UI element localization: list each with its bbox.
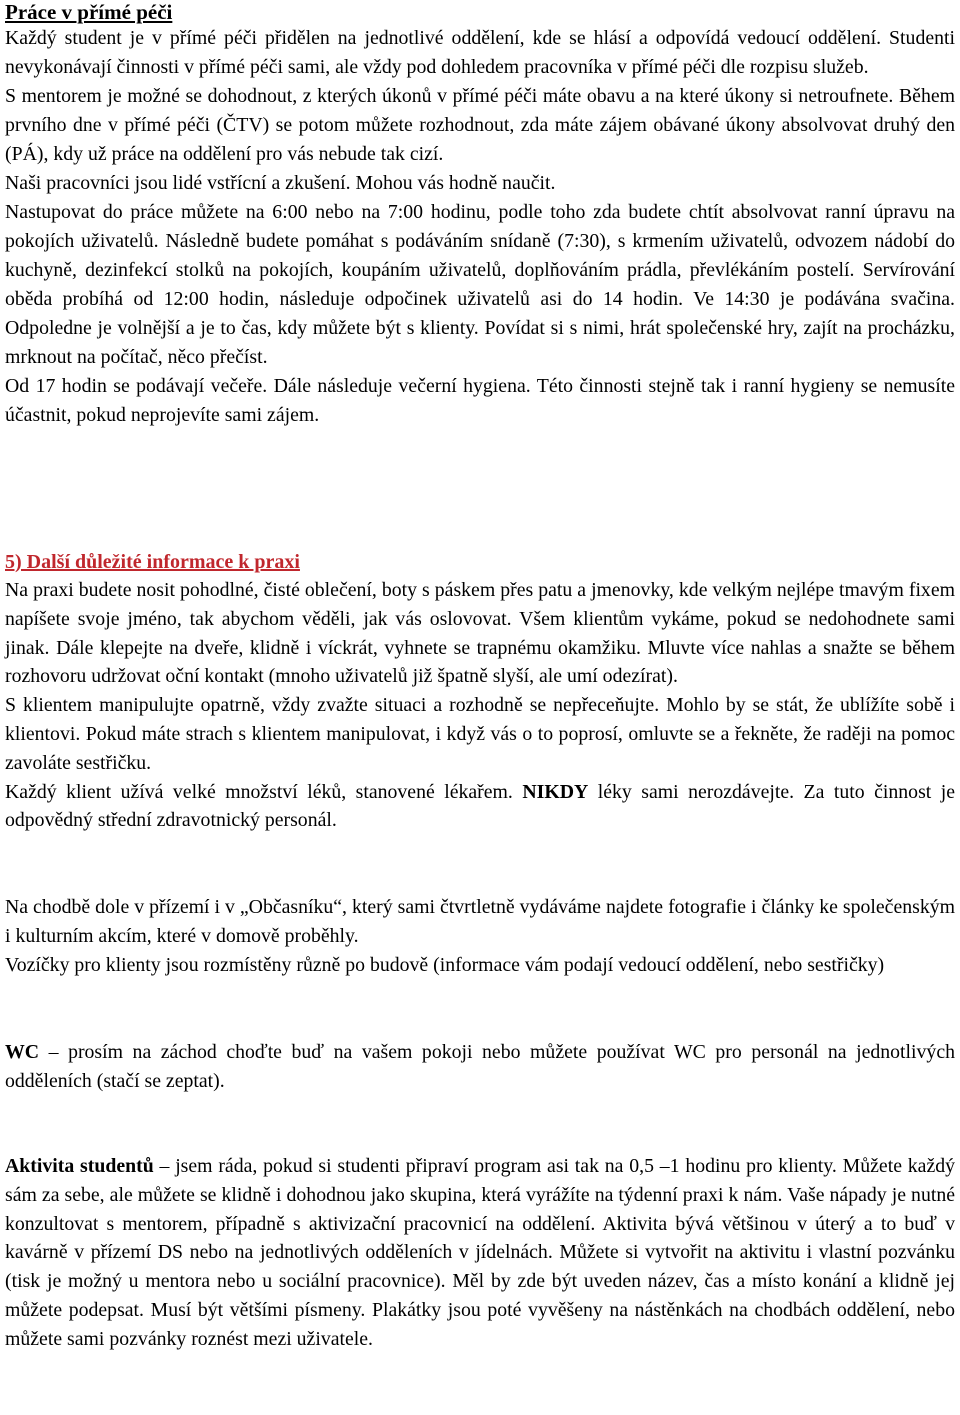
section-title-direct-care: Práce v přímé péči	[5, 0, 173, 24]
paragraph-wc	[5, 1038, 955, 1096]
activity-text: – jsem ráda, pokud si studenti připraví program asi tak na 0,5 –1 hodinu pro klienty. Můžete každý sám za sebe, ale můžete se klidně i dohodnou jako skupina, která vyrážíte na týdenní praxi k nám. Vaše nápady je nutné konzultovat s mentorem, případně s aktivizační pracovnicí na oddělení. Aktivita bývá většinou v úterý a to buď v kavárně v přízemí DS nebo na jednotlivých odděleních v jídelnách. Můžete si vytvořit na aktivitu i vlastní pozvánku (tisk je možný u mentora nebo u sociální pracovnice). Měl by zde být uveden název, čas a místo konání a klidně jej můžete podepsat. Musí být většími písmeny. Plakátky jsou poté vyvěšeny na nástěnkách na chodbách oddělení, nebo můžete sami pozvánky roznést mezi uživatele.	[5, 1155, 956, 1350]
paragraph: Naši pracovníci jsou lidé vstřícní a zkušení. Mohou vás hodně naučit.	[5, 172, 556, 194]
paragraph: S mentorem je možné se dohodnout, z kterých úkonů v přímé péči máte obavu a na které úkony si netroufnete. Během prvního dne v přímé péči (ČTV) se potom můžete rozhodnout, zda máte zájem obávané úkony absolvovat druhý den (PÁ), kdy už práce na oddělení pro vás nebude tak cizí.	[5, 85, 955, 165]
paragraph: S klientem manipulujte opatrně, vždy zvažte situaci a rozhodně se nepřeceňujte. Mohlo by se stát, že ublížíte sobě i klientovi. Pokud máte strach s klientem manipulovat, i když vás o to poprosí, omluvte se a řekněte, že raději na pomoc zavoláte sestřičku.	[5, 694, 955, 774]
medication-text-end: léky sami nerozdávejte. Za tuto činnost je odpovědný střední zdravotnický personál.	[5, 780, 956, 832]
section-newsletter	[5, 893, 955, 979]
paragraph: Nastupovat do práce můžete na 6:00 nebo na 7:00 hodinu, podle toho zda budete chtít absolvovat ranní úpravu na pokojích uživatelů. Následně budete pomáhat s podáváním snídaně (7:30), s krmením uživatelů, odvozem nádobí do kuchyně, dezinfekcí stolků na pokojích, koupáním uživatelů, doplňováním prádla, převlékáním postelí. Servírování oběda probíhá od 12:00 hodin, následuje odpočinek uživatelů asi do 14 hodin. Ve 14:30 je podávána svačina. Odpoledne je volnější a je to čas, kdy můžete být s klienty. Povídat si s nimi, hrát společenské hry, zajít na procházku, mrknout na počítač, něco přečíst.	[5, 201, 955, 368]
never-emphasis: NIKDY	[522, 780, 589, 803]
section-direct-care	[5, 0, 955, 430]
wc-lead: WC	[5, 1041, 40, 1063]
wc-text: – prosím na záchod choďte buď na vašem pokoji nebo můžete používat WC pro personál na jednotlivých odděleních (stačí se zeptat).	[5, 1041, 955, 1092]
paragraph-medication	[5, 778, 955, 836]
paragraph: Vozíčky pro klienty jsou rozmístěny různě po budově (informace vám podají vedoucí oddělení, nebo sestřičky)	[5, 953, 885, 976]
paragraph: Každý student je v přímé péči přidělen na jednotlivé oddělení, kde se hlásí a odpovídá vedoucí oddělení. Studenti nevykonávají činnosti v přímé péči sami, ale vždy pod dohledem pracovníka v přímé péči dle rozpisu služeb.	[5, 27, 955, 78]
section-student-activity	[5, 1152, 955, 1354]
paragraph: Od 17 hodin se podávají večeře. Dále následuje večerní hygiena. Této činnosti stejně tak i ranní hygieny se nemusíte účastnit, pokud neprojevíte sami zájem.	[5, 375, 955, 426]
section-other-info	[5, 548, 955, 835]
section-wc	[5, 1038, 955, 1096]
activity-lead: Aktivita studentů	[5, 1155, 154, 1177]
paragraph: Na chodbě dole v přízemí i v „Občasníku“, který sami čtvrtletně vydáváme najdete fotografie i články ke společenským i kulturním akcím, které v domově proběhly.	[5, 896, 955, 947]
paragraph: Na praxi budete nosit pohodlné, čisté oblečení, boty s páskem přes patu a jmenovky, kde velkým nejlépe tmavým fixem napíšete svoje jméno, tak abychom věděli, jak vás oslovovat. Všem klientům vykáme, pokud se nedohodnete sami jinak. Dále klepejte na dveře, klidně i víckrát, vyhnete se trapnému okamžiku. Mluvte více nahlas a snažte se během rozhovoru udržovat oční kontakt (mnoho uživatelů již špatně slyší, ale umí odezírat).	[5, 579, 955, 688]
paragraph-activity	[5, 1152, 955, 1354]
section-title-other-info: 5) Další důležité informace k praxi	[5, 551, 300, 573]
medication-text: Každý klient užívá velké množství léků, stanovené lékařem.	[5, 780, 523, 803]
